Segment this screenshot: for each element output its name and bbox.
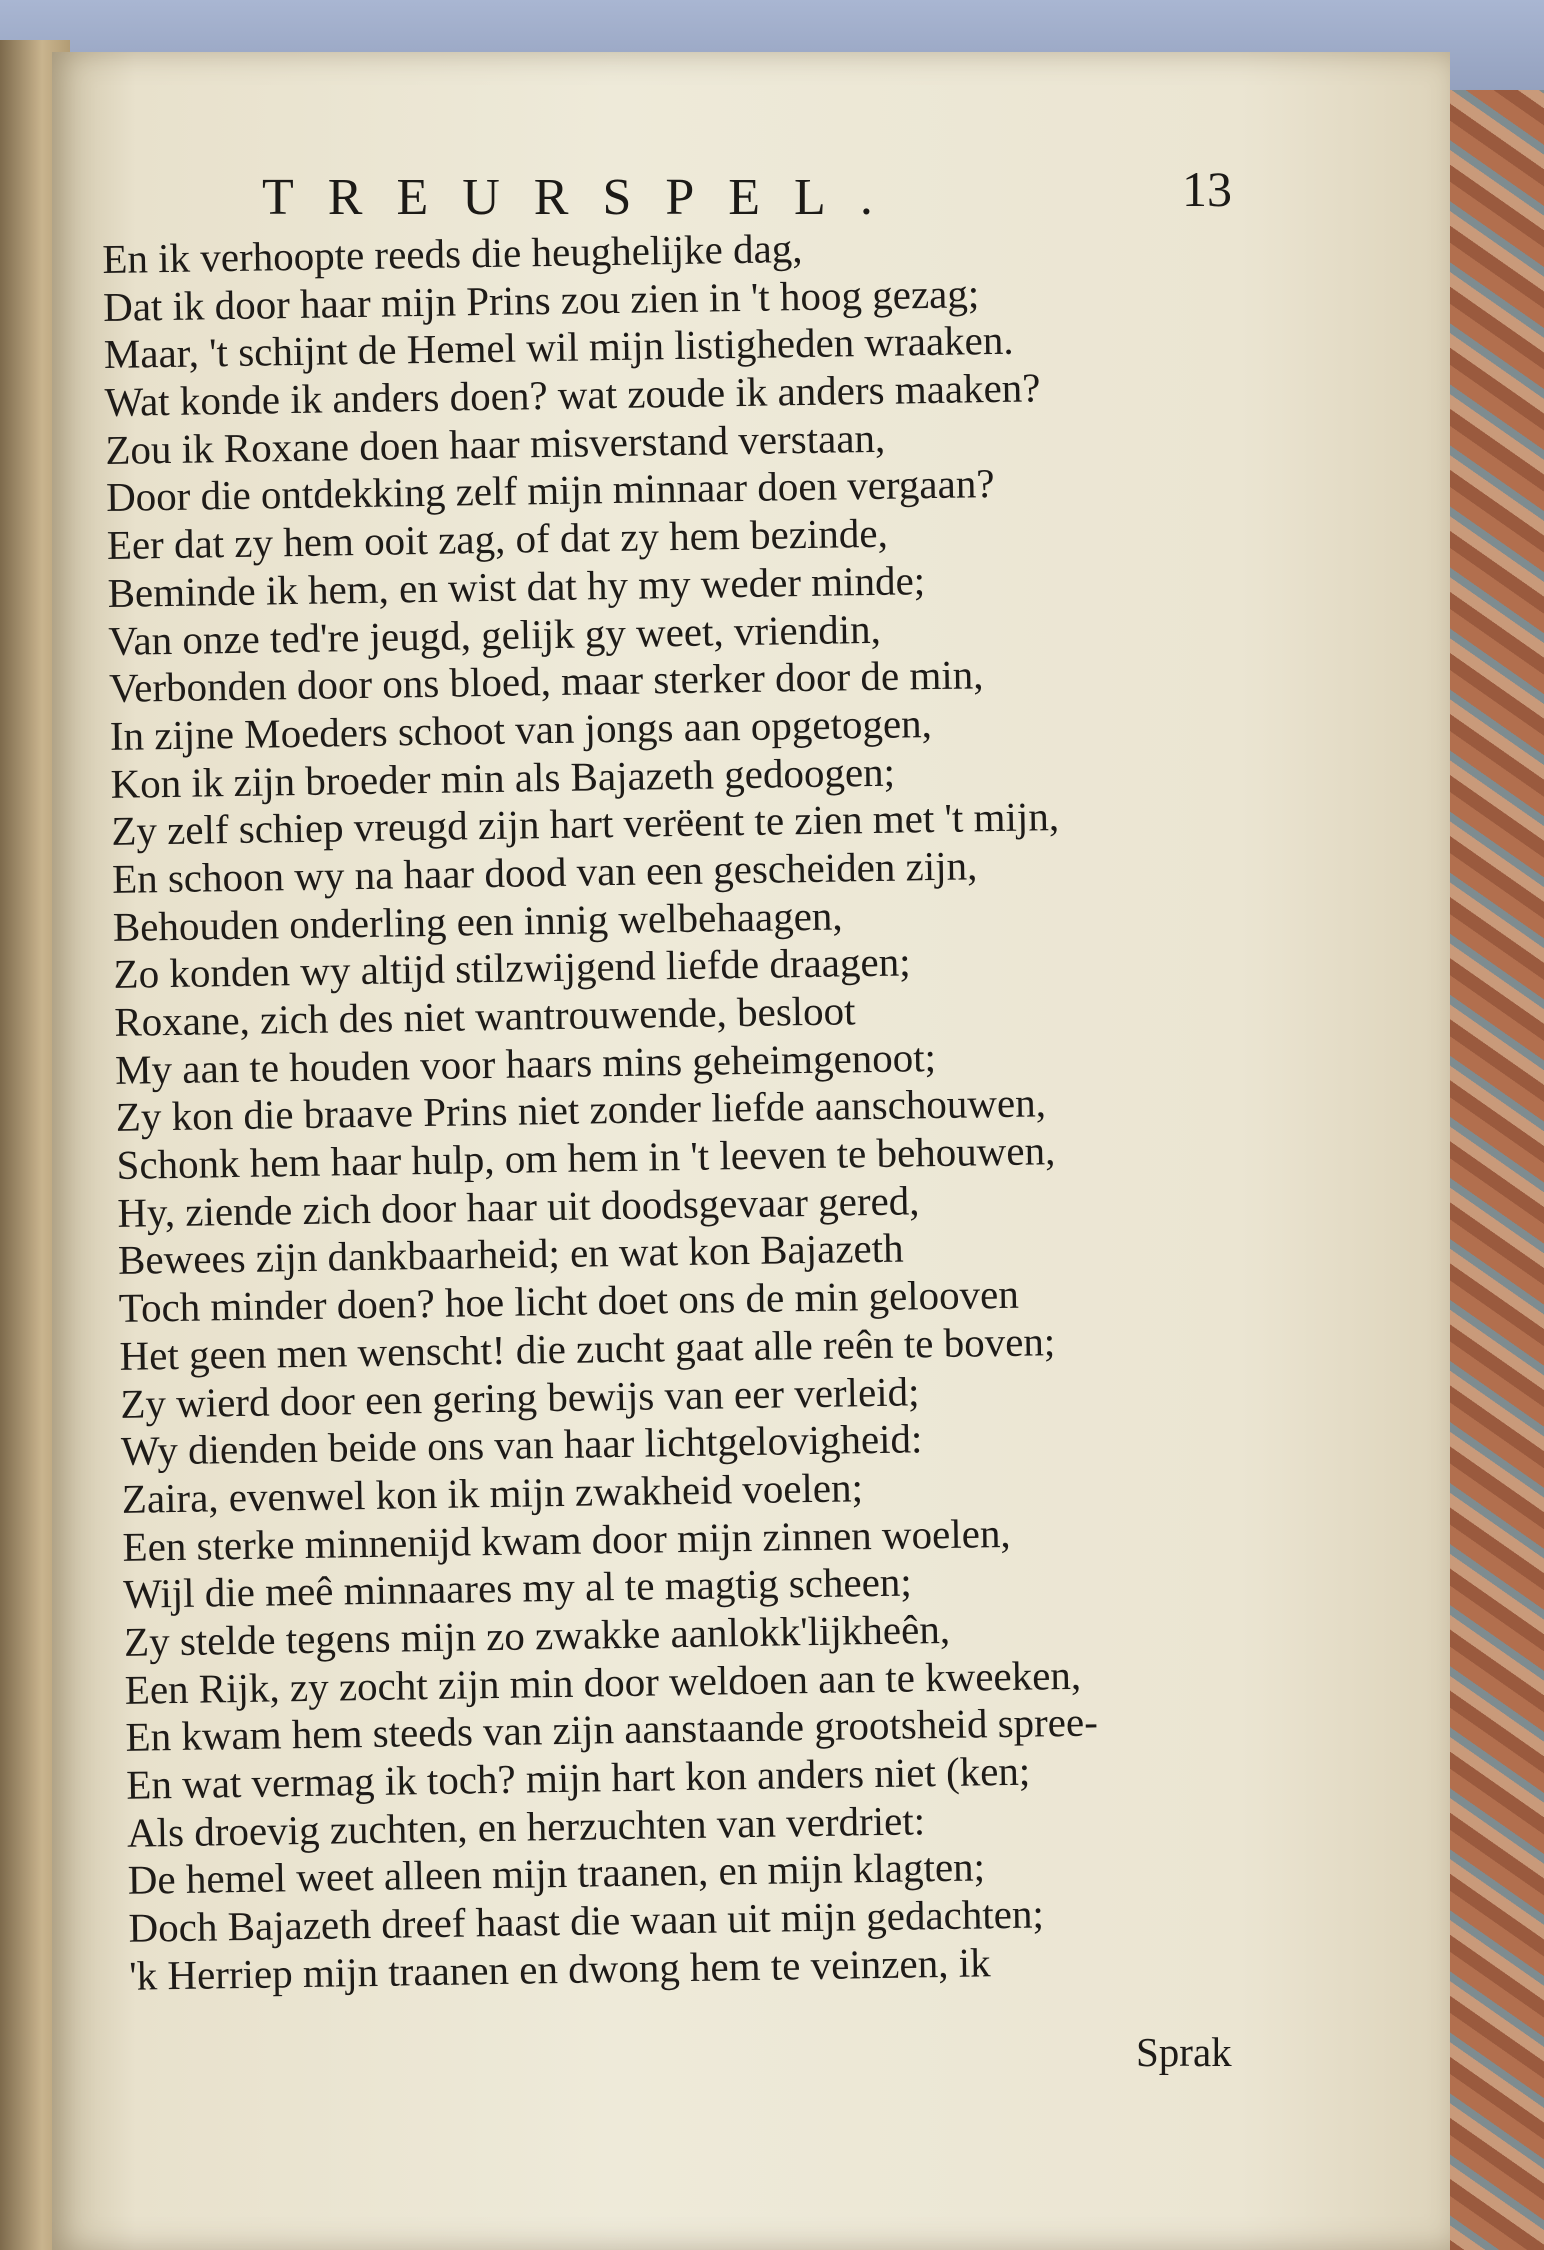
verse-line: Behouden onderling een innig welbehaagen, (112, 892, 843, 950)
verse-line: Maar, 't schijnt de Hemel wil mijn listigheden wraaken. (103, 317, 1014, 378)
verse-line: Zy zelf schiep vreugd zijn hart verëent te zien met 't mijn, (110, 793, 1060, 855)
page-number: 13 (1182, 161, 1232, 217)
verse-line: Door die ontdekking zelf mijn minnaar doen vergaan? (105, 460, 995, 521)
verse-line: My aan te houden voor haars mins geheimgenoot; (114, 1033, 937, 1093)
verse-line: En wat vermag ik toch? mijn hart kon anders niet (ken; (125, 1747, 1031, 1808)
verse-line: Hy, ziende zich door haar uit doodsgevaar gered, (116, 1177, 920, 1236)
verse-line: Wy dienden beide ons van haar lichtgelovigheid: (120, 1415, 923, 1475)
running-head: TREURSPEL. (262, 169, 907, 226)
verse-line: Bewees zijn dankbaarheid; en wat kon Bajazeth (117, 1224, 904, 1284)
verse-line: Beminde ik hem, en wist dat hy my weder minde; (107, 556, 926, 616)
verse-line: 'k Herriep mijn traanen en dwong hem te veinzen, ik (128, 1939, 991, 1999)
verse-line: Zy stelde tegens mijn zo zwakke aanlokk'lijkheên, (123, 1605, 951, 1665)
verse-line: Zy wierd door een gering bewijs van eer verleid; (119, 1367, 920, 1427)
verse-line: Als droevig zuchten, en herzuchten van verdriet: (126, 1796, 926, 1856)
verse-line: Wat konde ik anders doen? wat zoude ik anders maaken? (104, 364, 1041, 426)
verse-line: En kwam hem steeds van zijn aanstaande grootsheid spree- (125, 1698, 1099, 1761)
catchword: Sprak (1136, 2029, 1232, 2075)
verse-line: Wijl die meê minnaares my al te magtig scheen; (122, 1558, 913, 1618)
verse-line: En schoon wy na haar dood van een gescheiden zijn, (111, 842, 978, 902)
verse-block (102, 218, 1290, 2000)
verse-line: De hemel weet alleen mijn traanen, en mijn klagten; (127, 1843, 986, 1904)
verse-line: Roxane, zich des niet wantrouwende, besloot (113, 987, 856, 1045)
verse-line: Zaira, evenwel kon ik mijn zwakheid voelen; (121, 1464, 864, 1522)
verse-line: Zy kon die braave Prins niet zonder liefde aanschouwen, (115, 1079, 1047, 1141)
verse-line: Toch minder doen? hoe licht doet ons de min gelooven (118, 1270, 1020, 1331)
verse-line: Eer dat zy hem ooit zag, of dat zy hem bezinde, (106, 509, 889, 569)
verse-line: En ik verhoopte reeds die heughelijke dag, (102, 225, 803, 282)
verse-line: Een sterke minnenijd kwam door mijn zinnen woelen, (122, 1509, 1011, 1570)
verse-line: Schonk hem haar hulp, om hem in 't leeven te behouwen, (116, 1127, 1056, 1188)
verse-line: Het geen men wenscht! die zucht gaat alle reên te boven; (119, 1317, 1056, 1379)
verse-line: Verbonden door ons bloed, maar sterker door de min, (108, 651, 984, 712)
verse-line: Kon ik zijn broeder min als Bajazeth gedoogen; (110, 748, 896, 807)
verse-line: In zijne Moeders schoot van jongs aan opgetogen, (109, 699, 933, 759)
verse-line: Doch Bajazeth dreef haast die waan uit mijn gedachten; (128, 1890, 1045, 1951)
verse-line: Zo konden wy altijd stilzwijgend liefde draagen; (113, 938, 911, 998)
verse-line: Dat ik door haar mijn Prins zou zien in 't hoog gezag; (102, 269, 980, 330)
marbled-cover-edge (1440, 90, 1544, 2250)
verse-line: Van onze ted're jeugd, gelijk gy weet, vriendin, (107, 605, 882, 664)
verse-line: Zou ik Roxane doen haar misverstand verstaan, (104, 414, 886, 473)
verse-line: Een Rijk, zy zocht zijn min door weldoen aan te kweeken, (124, 1651, 1082, 1713)
